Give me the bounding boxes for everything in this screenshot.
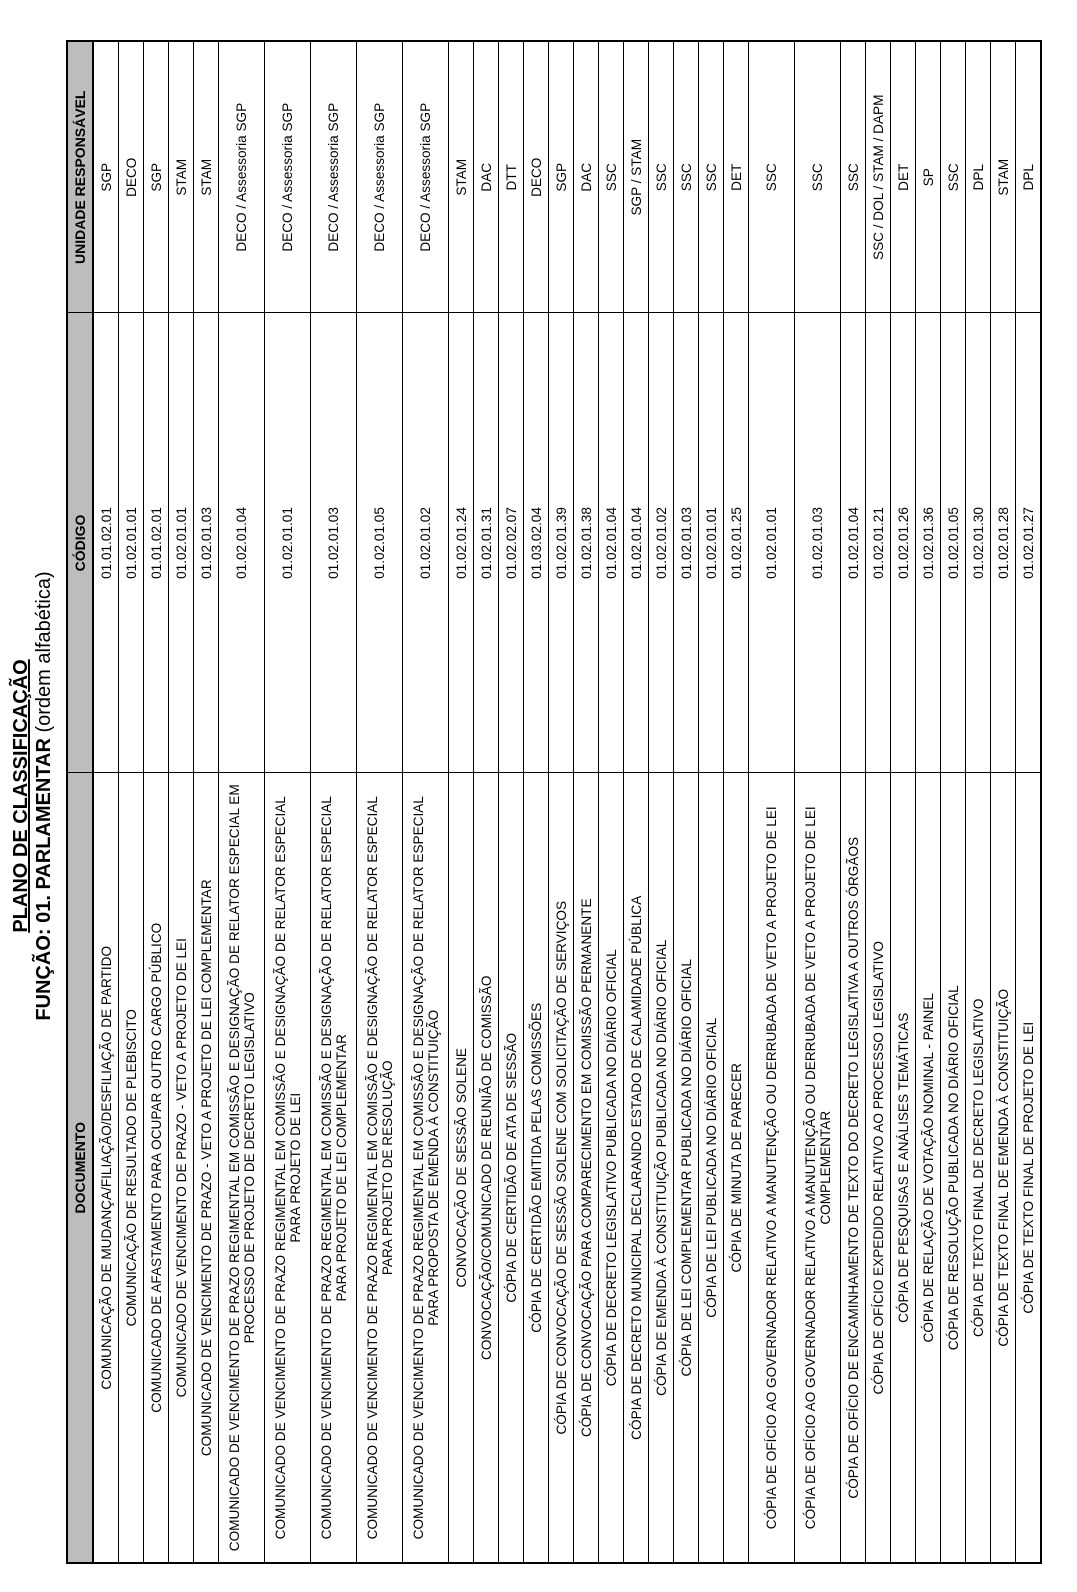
- cell-unidade: STAM: [169, 41, 194, 313]
- cell-codigo: 01.02.01.39: [549, 313, 574, 773]
- cell-codigo: 01.02.01.01: [699, 313, 724, 773]
- cell-documento: COMUNICADO DE VENCIMENTO DE PRAZO REGIMENTAL EM COMISSÃO E DESIGNAÇÃO DE RELATOR ESPECIAL PARA PROJETO DE RESOLUÇÃO: [357, 773, 403, 1563]
- cell-codigo: 01.02.01.28: [991, 313, 1016, 773]
- cell-unidade: DTT: [499, 41, 524, 313]
- cell-unidade: STAM: [194, 41, 219, 313]
- page-title: PLANO DE CLASSIFICAÇÃO: [10, 659, 32, 933]
- table-row: [699, 41, 724, 1563]
- table-row: [574, 41, 599, 1563]
- cell-documento: CÓPIA DE TEXTO FINAL DE EMENDA À CONSTITUIÇÃO: [991, 773, 1016, 1563]
- table-row: [144, 41, 169, 1563]
- cell-unidade: DAC: [574, 41, 599, 313]
- subtitle-function: FUNÇÃO: 01. PARLAMENTAR: [33, 738, 55, 1021]
- cell-unidade: SSC: [941, 41, 966, 313]
- cell-unidade: STAM: [449, 41, 474, 313]
- cell-documento: COMUNICADO DE VENCIMENTO DE PRAZO REGIMENTAL EM COMISSÃO E DESIGNAÇÃO DE RELATOR ESPECIAL EM PROCESSO DE PROJETO DE DECRETO LEGISLATIVO: [219, 773, 265, 1563]
- cell-unidade: DECO: [524, 41, 549, 313]
- cell-codigo: 01.02.01.03: [311, 313, 357, 773]
- table-row: [674, 41, 699, 1563]
- title-block: [10, 0, 56, 1592]
- table-row: [549, 41, 574, 1563]
- table-row: [357, 41, 403, 1563]
- cell-codigo: 01.02.02.07: [499, 313, 524, 773]
- cell-documento: CÓPIA DE DECRETO LEGISLATIVO PUBLICADA NO DIÁRIO OFICIAL: [599, 773, 624, 1563]
- subtitle-order: (ordem alfabética): [33, 571, 55, 739]
- table-row: [403, 41, 449, 1563]
- cell-documento: CÓPIA DE OFÍCIO EXPEDIDO RELATIVO AO PROCESSO LEGISLATIVO: [866, 773, 891, 1563]
- table-row: [749, 41, 795, 1563]
- cell-documento: CÓPIA DE TEXTO FINAL DE DECRETO LEGISLATIVO: [966, 773, 991, 1563]
- cell-unidade: SSC: [699, 41, 724, 313]
- table-row: [265, 41, 311, 1563]
- cell-documento: CÓPIA DE TEXTO FINAL DE PROJETO DE LEI: [1016, 773, 1042, 1563]
- cell-documento: CÓPIA DE OFÍCIO AO GOVERNADOR RELATIVO A MANUTENÇÃO OU DERRUBADA DE VETO A PROJETO DE LEI COMPLEMENTAR: [795, 773, 841, 1563]
- cell-codigo: 01.03.02.04: [524, 313, 549, 773]
- cell-codigo: 01.02.01.01: [169, 313, 194, 773]
- cell-codigo: 01.02.01.36: [916, 313, 941, 773]
- cell-documento: CÓPIA DE CERTIDÃO EMITIDA PELAS COMISSÕES: [524, 773, 549, 1563]
- cell-codigo: 01.02.01.21: [866, 313, 891, 773]
- cell-codigo: 01.02.01.04: [219, 313, 265, 773]
- cell-unidade: DECO / Assessoria SGP: [265, 41, 311, 313]
- cell-unidade: DET: [724, 41, 749, 313]
- cell-unidade: SSC: [674, 41, 699, 313]
- table-row: [194, 41, 219, 1563]
- cell-codigo: 01.02.01.03: [194, 313, 219, 773]
- cell-documento: CÓPIA DE EMENDA À CONSTITUIÇÃO PUBLICADA NO DIÁRIO OFICIAL: [649, 773, 674, 1563]
- cell-unidade: SGP / STAM: [624, 41, 649, 313]
- table-row: [93, 41, 119, 1563]
- cell-unidade: DPL: [966, 41, 991, 313]
- cell-codigo: 01.02.01.05: [941, 313, 966, 773]
- cell-documento: CÓPIA DE CONVOCAÇÃO DE SESSÃO SOLENE COM SOLICITAÇÃO DE SERVIÇOS: [549, 773, 574, 1563]
- cell-codigo: 01.02.01.04: [599, 313, 624, 773]
- cell-documento: COMUNICADO DE VENCIMENTO DE PRAZO - VETO A PROJETO DE LEI COMPLEMENTAR: [194, 773, 219, 1563]
- table-row: [624, 41, 649, 1563]
- table-header-row: [67, 41, 93, 1563]
- cell-unidade: DECO / Assessoria SGP: [311, 41, 357, 313]
- table-row: [966, 41, 991, 1563]
- cell-codigo: 01.02.01.01: [119, 313, 144, 773]
- cell-codigo: 01.01.02.01: [144, 313, 169, 773]
- cell-unidade: SGP: [549, 41, 574, 313]
- cell-codigo: 01.02.01.04: [624, 313, 649, 773]
- cell-documento: CÓPIA DE OFÍCIO DE ENCAMINHAMENTO DE TEXTO DO DECRETO LEGISLATIVA A OUTROS ÓRGÃOS: [841, 773, 866, 1563]
- cell-documento: CÓPIA DE CERTIDÃO DE ATA DE SESSÃO: [499, 773, 524, 1563]
- cell-documento: COMUNICADO DE AFASTAMENTO PARA OCUPAR OUTRO CARGO PÚBLICO: [144, 773, 169, 1563]
- cell-unidade: DECO / Assessoria SGP: [219, 41, 265, 313]
- table-row: [795, 41, 841, 1563]
- cell-documento: CÓPIA DE LEI PUBLICADA NO DIÁRIO OFICIAL: [699, 773, 724, 1563]
- cell-documento: CONVOCAÇÃO DE SESSÃO SOLENE: [449, 773, 474, 1563]
- cell-codigo: 01.01.02.01: [93, 313, 119, 773]
- cell-documento: CÓPIA DE DECRETO MUNICIPAL DECLARANDO ESTADO DE CALAMIDADE PÚBLICA: [624, 773, 649, 1563]
- table-row: [866, 41, 891, 1563]
- table-row: [169, 41, 194, 1563]
- cell-documento: COMUNICADO DE VENCIMENTO DE PRAZO REGIMENTAL EM COMISSÃO E DESIGNAÇÃO DE RELATOR ESPECIAL PARA PROJETO DE LEI: [265, 773, 311, 1563]
- cell-codigo: 01.02.01.05: [357, 313, 403, 773]
- header-unidade: UNIDADE RESPONSÁVEL: [67, 41, 93, 313]
- header-documento: DOCUMENTO: [67, 773, 93, 1563]
- table-row: [524, 41, 549, 1563]
- cell-codigo: 01.02.01.30: [966, 313, 991, 773]
- table-body: [93, 41, 1041, 1563]
- table-row: [941, 41, 966, 1563]
- cell-codigo: 01.02.01.25: [724, 313, 749, 773]
- cell-unidade: STAM: [991, 41, 1016, 313]
- cell-unidade: DAC: [474, 41, 499, 313]
- table-row: [119, 41, 144, 1563]
- table-row: [474, 41, 499, 1563]
- cell-documento: CÓPIA DE RELAÇÃO DE VOTAÇÃO NOMINAL - PAINEL: [916, 773, 941, 1563]
- header-codigo: CÓDIGO: [67, 313, 93, 773]
- cell-unidade: SGP: [144, 41, 169, 313]
- table-row: [991, 41, 1016, 1563]
- cell-unidade: SSC / DOL / STAM / DAPM: [866, 41, 891, 313]
- cell-documento: COMUNICADO DE VENCIMENTO DE PRAZO REGIMENTAL EM COMISSÃO E DESIGNAÇÃO DE RELATOR ESPECIAL PARA PROPOSTA DE EMENDA À CONSTITUIÇÃO: [403, 773, 449, 1563]
- cell-codigo: 01.02.01.04: [841, 313, 866, 773]
- table-row: [916, 41, 941, 1563]
- cell-codigo: 01.02.01.02: [403, 313, 449, 773]
- table-row: [311, 41, 357, 1563]
- cell-unidade: SSC: [795, 41, 841, 313]
- cell-codigo: 01.02.01.38: [574, 313, 599, 773]
- cell-documento: CÓPIA DE PESQUISAS E ANÁLISES TEMÁTICAS: [891, 773, 916, 1563]
- cell-documento: COMUNICAÇÃO DE RESULTADO DE PLEBISCITO: [119, 773, 144, 1563]
- cell-documento: COMUNICADO DE VENCIMENTO DE PRAZO - VETO A PROJETO DE LEI: [169, 773, 194, 1563]
- cell-documento: COMUNICAÇÃO DE MUDANÇA/FILIAÇÃO/DESFILIAÇÃO DE PARTIDO: [93, 773, 119, 1563]
- cell-codigo: 01.02.01.03: [795, 313, 841, 773]
- table-row: [1016, 41, 1042, 1563]
- cell-unidade: DECO / Assessoria SGP: [357, 41, 403, 313]
- table-row: [449, 41, 474, 1563]
- cell-documento: CÓPIA DE MINUTA DE PARECER: [724, 773, 749, 1563]
- cell-unidade: DPL: [1016, 41, 1042, 313]
- cell-codigo: 01.02.01.27: [1016, 313, 1042, 773]
- cell-unidade: SSC: [599, 41, 624, 313]
- cell-documento: CÓPIA DE LEI COMPLEMENTAR PUBLICADA NO DIÁRIO OFICIAL: [674, 773, 699, 1563]
- table-row: [891, 41, 916, 1563]
- table-row: [724, 41, 749, 1563]
- cell-unidade: DECO: [119, 41, 144, 313]
- cell-unidade: DECO / Assessoria SGP: [403, 41, 449, 313]
- table-row: [219, 41, 265, 1563]
- cell-unidade: SSC: [749, 41, 795, 313]
- table-row: [599, 41, 624, 1563]
- cell-codigo: 01.02.01.31: [474, 313, 499, 773]
- cell-unidade: SGP: [93, 41, 119, 313]
- cell-codigo: 01.02.01.26: [891, 313, 916, 773]
- cell-documento: CONVOCAÇÃO/COMUNICADO DE REUNIÃO DE COMISSÃO: [474, 773, 499, 1563]
- cell-documento: COMUNICADO DE VENCIMENTO DE PRAZO REGIMENTAL EM COMISSÃO E DESIGNAÇÃO DE RELATOR ESPECIAL PARA PROJETO DE LEI COMPLEMENTAR: [311, 773, 357, 1563]
- page-subtitle: [32, 0, 56, 1592]
- cell-unidade: SSC: [841, 41, 866, 313]
- cell-unidade: SP: [916, 41, 941, 313]
- cell-documento: CÓPIA DE CONVOCAÇÃO PARA COMPARECIMENTO EM COMISSÃO PERMANENTE: [574, 773, 599, 1563]
- cell-documento: CÓPIA DE OFÍCIO AO GOVERNADOR RELATIVO A MANUTENÇÃO OU DERRUBADA DE VETO A PROJETO DE LEI: [749, 773, 795, 1563]
- classification-table: [66, 40, 1042, 1564]
- cell-unidade: SSC: [649, 41, 674, 313]
- table-row: [499, 41, 524, 1563]
- table-row: [841, 41, 866, 1563]
- cell-codigo: 01.02.01.24: [449, 313, 474, 773]
- table-row: [649, 41, 674, 1563]
- cell-codigo: 01.02.01.03: [674, 313, 699, 773]
- cell-codigo: 01.02.01.01: [749, 313, 795, 773]
- cell-unidade: DET: [891, 41, 916, 313]
- cell-codigo: 01.02.01.01: [265, 313, 311, 773]
- cell-documento: CÓPIA DE RESOLUÇÃO PUBLICADA NO DIÁRIO OFICIAL: [941, 773, 966, 1563]
- cell-codigo: 01.02.01.02: [649, 313, 674, 773]
